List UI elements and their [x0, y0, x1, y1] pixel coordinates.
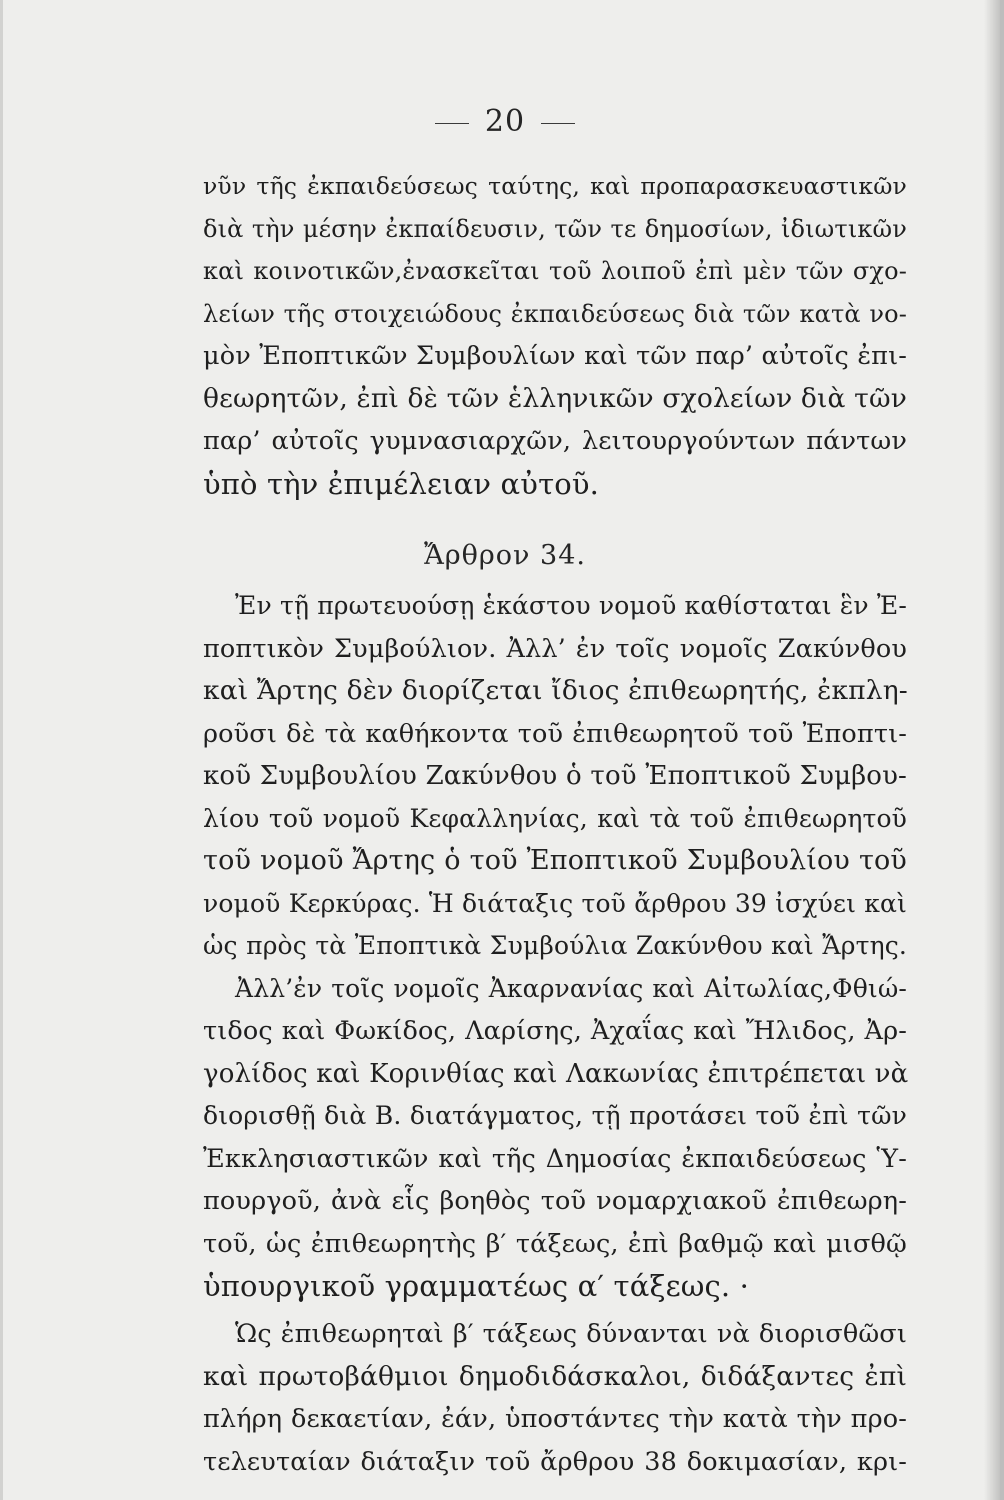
- text-line: πουργοῦ, ἀνὰ εἷς βοηθὸς τοῦ νομαρχιακοῦ ἐπιθεωρη-: [203, 1186, 907, 1217]
- text-line: Ἀλλ’ἐν τοῖς νομοῖς Ἀκαρνανίας καὶ Αἰτωλίας,Φθιώ-: [235, 973, 907, 1003]
- text-line: ποπτικὸν Συμβούλιον. Ἀλλ’ ἐν τοῖς νομοῖς Ζακύνθου: [203, 633, 907, 664]
- page-number: [3, 104, 1004, 139]
- text-line: ὑπουργικοῦ γραμματέως α′ τάξεως. ·: [203, 1269, 750, 1304]
- text-line: τοῦ, ὡς ἐπιθεωρητὴς β′ τάξεως, ἐπὶ βαθμῷ καὶ μισθῷ: [203, 1228, 907, 1259]
- text-line: λείων τῆς στοιχειώδους ἐκπαιδεύσεως διὰ τῶν κατὰ νο-: [203, 299, 907, 328]
- text-line: κοῦ Συμβουλίου Ζακύνθου ὁ τοῦ Ἐποπτικοῦ Συμβου-: [203, 761, 907, 792]
- text-line: καὶ πρωτοβάθμιοι δημοδιδάσκαλοι, διδάξαντες ἐπὶ: [203, 1360, 907, 1392]
- text-line: νῦν τῆς ἐκπαιδεύσεως ταύτης, καὶ προπαρασκευαστικῶν: [203, 172, 907, 200]
- page-number-right-dash: [541, 123, 575, 124]
- text-line: γολίδος καὶ Κορινθίας καὶ Λακωνίας ἐπιτρέπεται νὰ: [203, 1058, 909, 1089]
- page-number-value: 20: [484, 104, 526, 139]
- text-line: τελευταίαν διάταξιν τοῦ ἄρθρου 38 δοκιμασίαν, κρι-: [203, 1447, 907, 1477]
- text-line: Ἐν τῇ πρωτευούσῃ ἑκάστου νομοῦ καθίσταται ἓν Ἐ-: [235, 591, 907, 621]
- text-line: διορισθῇ διὰ Β. διατάγματος, τῇ προτάσει τοῦ ἐπὶ τῶν: [203, 1101, 907, 1131]
- text-line: πλήρη δεκαετίαν, ἐάν, ὑποστάντες τὴν κατὰ τὴν προ-: [203, 1404, 907, 1435]
- text-line: λίου τοῦ νομοῦ Κεφαλληνίας, καὶ τὰ τοῦ ἐπιθεωρητοῦ: [203, 803, 907, 833]
- text-line: Ἐκκλησιαστικῶν καὶ τῆς Δημοσίας ἐκπαιδεύσεως Ὑ-: [203, 1143, 907, 1174]
- text-line: τιδος καὶ Φωκίδος, Λαρίσης, Ἀχαΐας καὶ Ἤλιδος, Ἀρ-: [203, 1016, 907, 1047]
- text-line: θεωρητῶν, ἐπὶ δὲ τῶν ἑλληνικῶν σχολείων διὰ τῶν: [203, 382, 907, 414]
- text-line: τοῦ νομοῦ Ἄρτης ὁ τοῦ Ἐποπτικοῦ Συμβουλίου τοῦ: [203, 845, 907, 877]
- article-heading: Ἄρθρον 34.: [423, 540, 586, 572]
- text-line: καὶ Ἄρτης δὲν διορίζεται ἴδιος ἐπιθεωρητής, ἐκπλη-: [203, 675, 908, 707]
- text-line: Ὡς ἐπιθεωρηταὶ β′ τάξεως δύνανται νὰ διορισθῶσι: [235, 1319, 907, 1350]
- text-line: μὸν Ἐποπτικῶν Συμβουλίων καὶ τῶν παρ’ αὐτοῖς ἐπι-: [203, 341, 907, 371]
- page-number-left-dash: [435, 123, 469, 124]
- text-line: καὶ κοινοτικῶν,ἐνασκεῖται τοῦ λοιποῦ ἐπὶ μὲν τῶν σχο-: [203, 257, 907, 285]
- text-line: νομοῦ Κερκύρας. Ἡ διάταξις τοῦ ἄρθρου 39 ἰσχύει καὶ: [203, 888, 907, 918]
- text-line: ὑπὸ τὴν ἐπιμέλειαν αὐτοῦ.: [203, 466, 600, 501]
- text-line: ὡς πρὸς τὰ Ἐποπτικὰ Συμβούλια Ζακύνθου καὶ Ἄρτης.: [203, 931, 907, 961]
- text-line: διὰ τὴν μέσην ἐκπαίδευσιν, τῶν τε δημοσίων, ἰδιωτικῶν: [203, 214, 907, 243]
- text-line: παρ’ αὐτοῖς γυμνασιαρχῶν, λειτουργούντων πάντων: [203, 426, 907, 456]
- text-line: ροῦσι δὲ τὰ καθήκοντα τοῦ ἐπιθεωρητοῦ τοῦ Ἐποπτι-: [203, 718, 907, 749]
